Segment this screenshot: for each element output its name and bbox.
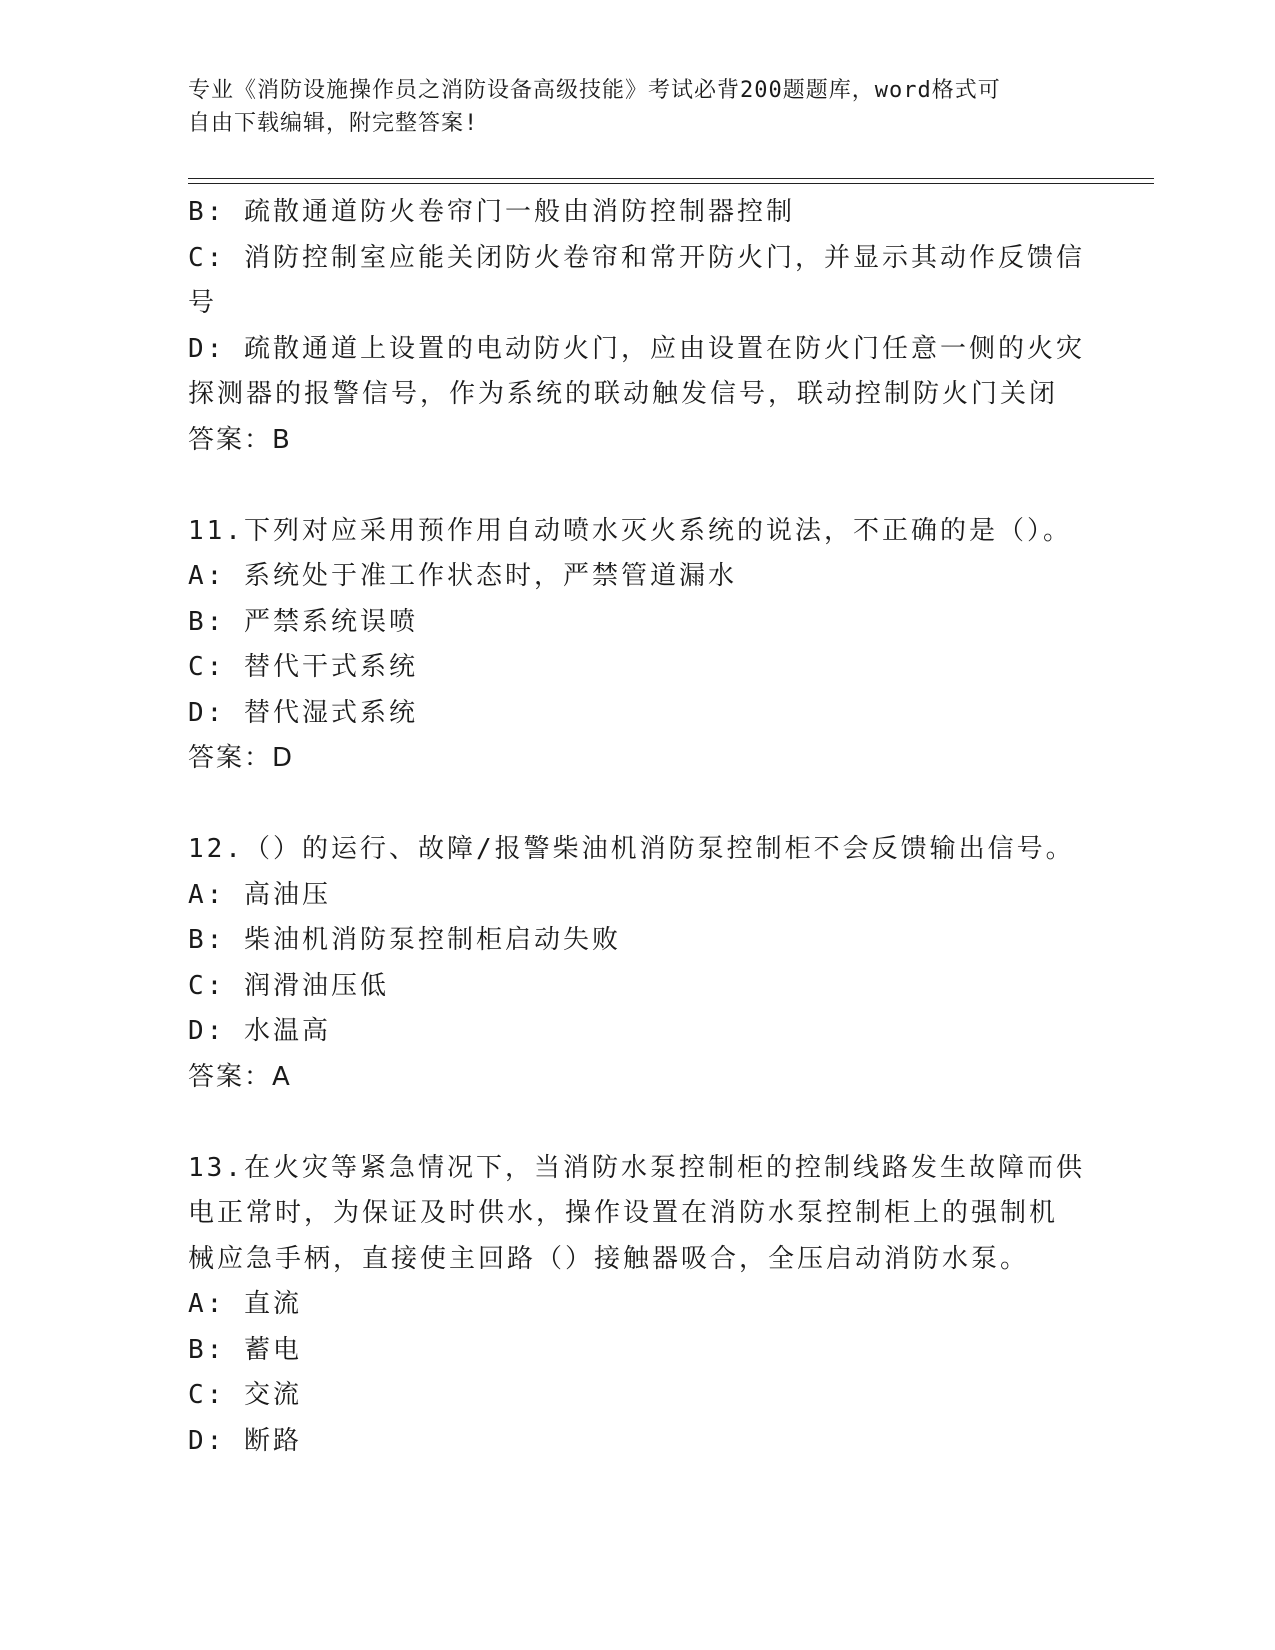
question-stem-line-2: 电正常时，为保证及时供水，操作设置在消防水泵控制柜上的强制机 bbox=[188, 1198, 1059, 1228]
header-line-1: 专业《消防设施操作员之消防设备高级技能》考试必背200题题库，word格式可 bbox=[188, 78, 1001, 103]
question-stem: 12.（）的运行、故障/报警柴油机消防泵控制柜不会反馈输出信号。 bbox=[188, 834, 1075, 864]
option-c: C: 替代干式系统 bbox=[188, 652, 418, 682]
spacer bbox=[188, 463, 1088, 509]
option-b: B: 蓄电 bbox=[188, 1334, 302, 1365]
question-11 bbox=[188, 509, 1088, 782]
option-b: B: 柴油机消防泵控制柜启动失败 bbox=[188, 925, 621, 955]
option-d-line-2: 探测器的报警信号，作为系统的联动触发信号，联动控制防火门关闭 bbox=[188, 379, 1059, 409]
question-13 bbox=[188, 1146, 1088, 1465]
question-stem-line-3: 械应急手柄，直接使主回路（）接触器吸合，全压启动消防水泵。 bbox=[188, 1243, 1030, 1274]
header-rule-top bbox=[188, 178, 1154, 179]
option-a: A: 直流 bbox=[188, 1289, 302, 1319]
spacer bbox=[188, 782, 1088, 828]
option-d: D: 水温高 bbox=[188, 1016, 331, 1046]
document-header bbox=[188, 74, 1068, 140]
header-rule-bottom bbox=[188, 183, 1154, 184]
answer-line: 答案：B bbox=[188, 424, 292, 455]
spacer bbox=[188, 1100, 1088, 1146]
question-stem: 11.下列对应采用预作用自动喷水灭火系统的说法，不正确的是（）。 bbox=[188, 515, 1072, 546]
option-c-line-2: 号 bbox=[188, 288, 218, 318]
answer-line: 答案：A bbox=[188, 1061, 292, 1092]
question-10-continued bbox=[188, 190, 1088, 463]
option-a: A: 高油压 bbox=[188, 879, 331, 910]
option-b: B: 疏散通道防火卷帘门一般由消防控制器控制 bbox=[188, 197, 795, 227]
option-c: C: 润滑油压低 bbox=[188, 970, 389, 1001]
header-line-2: 自由下载编辑，附完整答案! bbox=[188, 111, 479, 136]
option-d-line-1: D: 疏散通道上设置的电动防火门，应由设置在防火门任意一侧的火灾 bbox=[188, 333, 1085, 364]
option-a: A: 系统处于准工作状态时，严禁管道漏水 bbox=[188, 561, 737, 591]
question-12 bbox=[188, 827, 1088, 1100]
option-d: D: 替代湿式系统 bbox=[188, 697, 418, 728]
option-c-line-1: C: 消防控制室应能关闭防火卷帘和常开防火门，并显示其动作反馈信 bbox=[188, 242, 1085, 273]
question-stem-line-1: 13.在火灾等紧急情况下，当消防水泵控制柜的控制线路发生故障而供 bbox=[188, 1152, 1085, 1183]
option-b: B: 严禁系统误喷 bbox=[188, 606, 418, 637]
document-body bbox=[188, 190, 1088, 1464]
option-c: C: 交流 bbox=[188, 1380, 302, 1410]
option-d: D: 断路 bbox=[188, 1425, 302, 1456]
answer-line: 答案：D bbox=[188, 743, 295, 773]
